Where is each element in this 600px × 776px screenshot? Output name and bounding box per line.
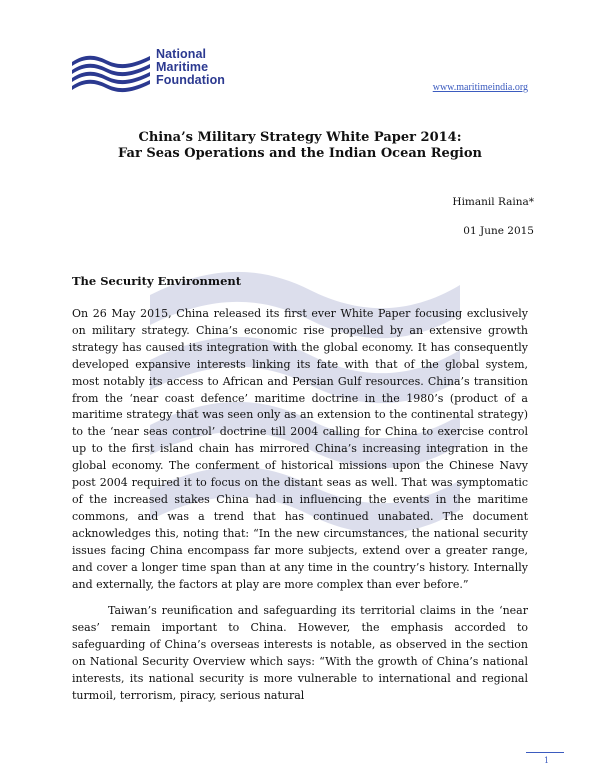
logo-line-foundation: Foundation xyxy=(156,73,226,87)
waves-logo-icon xyxy=(70,50,152,94)
logo-line-maritime: Maritime xyxy=(156,60,209,74)
logo-line-national: National xyxy=(156,47,207,61)
publication-date: 01 June 2015 xyxy=(463,225,534,237)
author-name: Himanil Raina* xyxy=(452,196,534,208)
footer-divider xyxy=(526,752,564,753)
section-heading: The Security Environment xyxy=(72,274,242,288)
nmf-logo xyxy=(70,46,226,94)
title-line-1: China’s Military Strategy White Paper 2014: xyxy=(138,130,462,145)
website-link[interactable]: www.maritimeindia.org xyxy=(432,82,528,93)
document-title xyxy=(0,130,600,162)
title-line-2: Far Seas Operations and the Indian Ocean Region xyxy=(118,146,482,161)
page-number: 1 xyxy=(544,756,550,765)
logo-wordmark xyxy=(156,48,225,87)
body-paragraph: Taiwan’s reunification and safeguarding its territorial claims in the ‘near seas’ remain important to China. However, the emphasis accorded to safeguarding of China’s overseas interests is notable, as observed in the section on National Security Overview which says: “With the growth of China’s national interests, its national security is more vulnerable to international and regional turmoil, terrorism, piracy, serious natural xyxy=(72,604,528,702)
body-paragraph: On 26 May 2015, China released its first ever White Paper focusing exclusively on military strategy. China’s economic rise propelled by an extensive growth strategy has caused its integration with the global economy. It has consequently developed expansive interests linking its fate with that of the global system, most notably its access to African and Persian Gulf resources. China’s transition from the ‘near coast defence’ maritime doctrine in the 1980’s (product of a maritime strategy that was seen only as an extension to the continental strategy) to the ‘near seas control’ doctrine till 2004 calling for China to exercise control up to the first island chain has mirrored China’s increasing integration in the global economy. The conferment of historical missions upon the Chinese Navy post 2004 required it to focus on the distant seas as well. That was symptomatic of the increased stakes China had in influencing the events in the maritime commons, and was a trend that has continued unabated. The document acknowledges this, noting that: “In the new circumstances, the national security issues facing China encompass far more subjects, extend over a greater range, and cover a longer time span than at any time in the country’s history. Internally and externally, the factors at play are more complex than ever before.” xyxy=(72,307,528,591)
